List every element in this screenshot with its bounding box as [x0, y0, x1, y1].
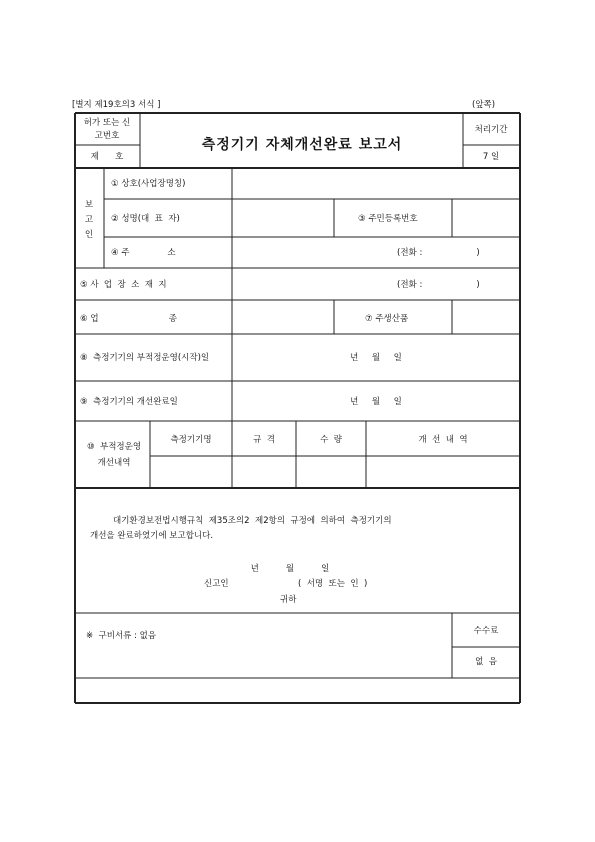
signature-note: ( 서명 또는 인 ) — [298, 579, 368, 589]
fee-label: 수수료 — [473, 626, 499, 636]
reporter-phone-label: (전화 : ) — [397, 248, 480, 258]
statement-line-1: 대기환경보전법시행규칙 제35조의2 제2항의 규정에 의하여 측정기기의 — [113, 516, 392, 526]
business-type-label: ⑥ 업 종 — [80, 314, 177, 324]
required-documents: ※ 구비서류 : 없음 — [86, 631, 157, 641]
workplace-location-label: ⑤ 사 업 장 소 재 지 — [80, 280, 167, 290]
form-id: [별지 제19호의3 서식 ] — [72, 100, 161, 110]
page-title: 측정기기 자체개선완료 보고서 — [201, 137, 403, 153]
improvement-label-line2: 개선내역 — [97, 458, 131, 468]
col-device-name: 측정기기명 — [170, 435, 212, 445]
main-product-label: ⑦ 주생산품 — [365, 314, 409, 324]
fee-value: 없 음 — [475, 657, 497, 667]
number-label: 제 호 — [90, 152, 124, 162]
col-quantity: 수 량 — [320, 435, 342, 445]
improvement-label-line1: ⑩ 부적정운영 — [86, 442, 142, 452]
abnormal-start-date-value: 년 월 일 — [350, 353, 402, 363]
representative-name-label: ② 성명(대 표 자) — [111, 214, 180, 224]
processing-period-label: 처리기간 — [474, 125, 508, 135]
workplace-phone-label: (전화 : ) — [397, 280, 480, 290]
trade-name-label: ① 상호(사업장명칭) — [111, 179, 186, 189]
statement-date: 년 월 일 — [250, 564, 330, 574]
permit-number-label-line1: 허가 또는 신 — [83, 118, 131, 128]
resident-number-label: ③ 주민등록번호 — [358, 214, 418, 224]
completion-date-label: ⑨ 측정기기의 개선완료일 — [80, 397, 178, 407]
page-side-label: (앞쪽) — [472, 100, 496, 110]
statement-line-2: 개선을 완료하였기에 보고합니다. — [90, 531, 214, 541]
col-spec: 규 격 — [253, 435, 275, 445]
col-improvement-detail: 개 선 내 역 — [418, 435, 468, 445]
processing-period-value: 7 일 — [482, 152, 500, 162]
abnormal-start-date-label: ⑧ 측정기기의 부적정운영(시작)일 — [80, 353, 210, 363]
addressee: 귀하 — [280, 595, 297, 605]
reporter-section-label: 보 고 인 — [84, 200, 94, 240]
address-label: ④ 주 소 — [111, 248, 176, 258]
permit-number-label-line2: 고번호 — [94, 131, 120, 141]
signer-label: 신고인 — [204, 579, 229, 589]
completion-date-value: 년 월 일 — [350, 397, 402, 407]
